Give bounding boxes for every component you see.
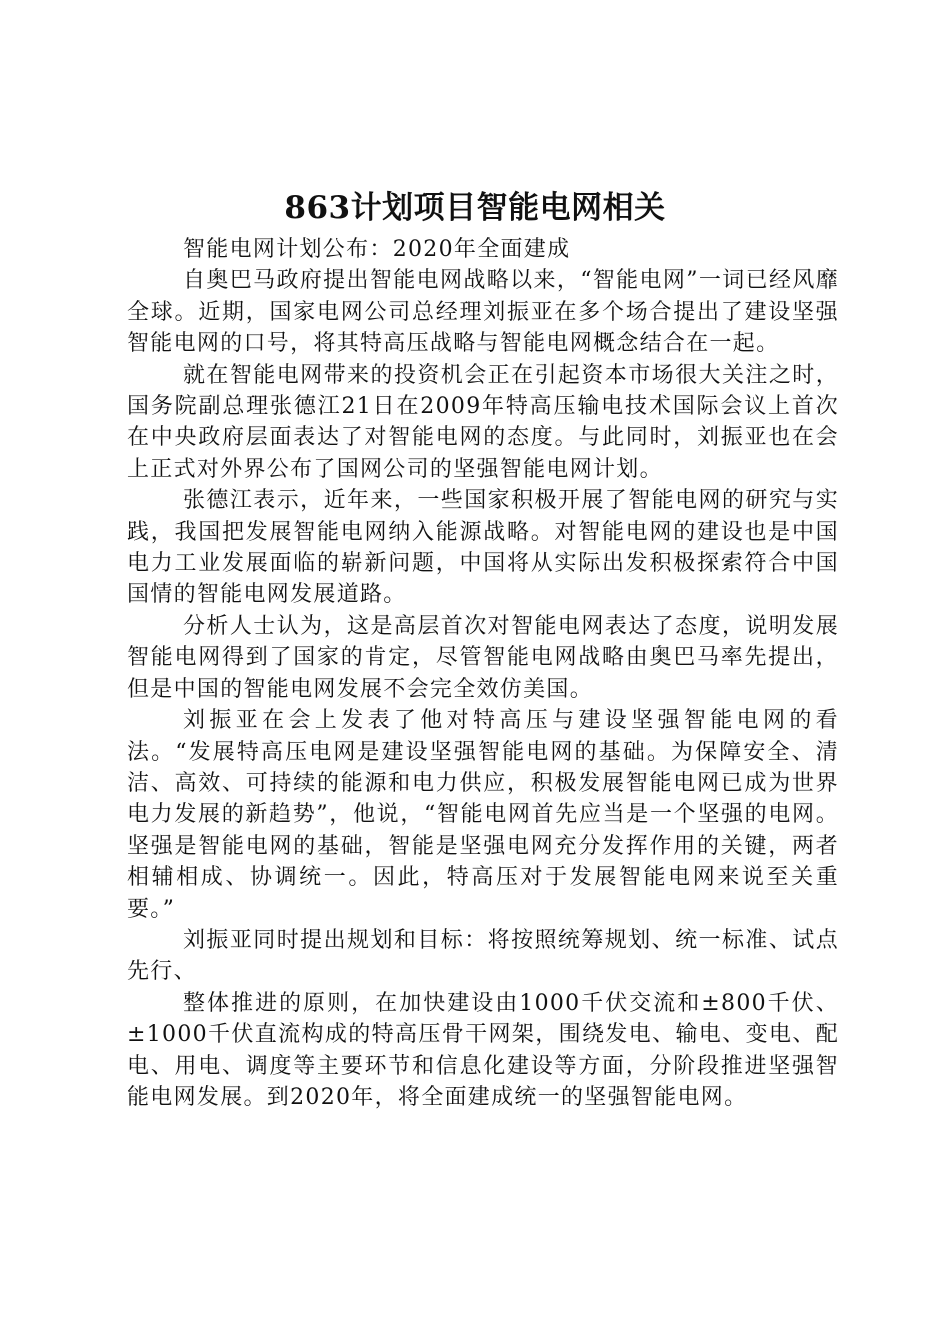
paragraph-plan-goals: 刘振亚同时提出规划和目标：将按照统筹规划、统一标准、试点先行、: [127, 927, 839, 985]
paragraph-subtitle: 智能电网计划公布：2020年全面建成: [183, 237, 571, 262]
document-title: 863计划项目智能电网相关: [284, 190, 666, 226]
paragraph-zhang-statement: 张德江表示，近年来，一些国家积极开展了智能电网的研究与实践，我国把发展智能电网纳入能源战略。对智能电网的建设也是中国电力工业发展面临的崭新问题，中国将从实际出发积极探索符合中国国情的智能电网发展道路。: [127, 488, 839, 608]
paragraph-liu-views: 刘振亚在会上发表了他对特高压与建设坚强智能电网的看法。“发展特高压电网是建设坚强智能电网的基础。为保障安全、清洁、高效、可持续的能源和电力供应，积极发展智能电网已成为世界电力发展的新趋势”，他说，“智能电网首先应当是一个坚强的电网。坚强是智能电网的基础，智能是坚强电网充分发挥作用的关键，两者相辅相成、协调统一。因此，特高压对于发展智能电网来说至关重要。”: [127, 708, 839, 922]
paragraph-analysis: 分析人士认为，这是高层首次对智能电网表达了态度，说明发展智能电网得到了国家的肯定，尽管智能电网战略由奥巴马率先提出，但是中国的智能电网发展不会完全效仿美国。: [127, 613, 839, 702]
paragraph-intro: 自奥巴马政府提出智能电网战略以来，“智能电网”一词已经风靡全球。近期，国家电网公司总经理刘振亚在多个场合提出了建设坚强智能电网的口号，将其特高压战略与智能电网概念结合在一起。: [127, 268, 839, 357]
paragraph-investment: 就在智能电网带来的投资机会正在引起资本市场很大关注之时，国务院副总理张德江21日在2009年特高压输电技术国际会议上首次在中央政府层面表达了对智能电网的态度。与此同时，刘振亚也在会上正式对外界公布了国网公司的坚强智能电网计划。: [127, 362, 839, 482]
paragraph-principles: 整体推进的原则，在加快建设由1000千伏交流和±800千伏、±1000千伏直流构成的特高压骨干网架，围绕发电、输电、变电、配电、用电、调度等主要环节和信息化建设等方面，分阶段推进坚强智能电网发展。到2020年，将全面建成统一的坚强智能电网。: [127, 990, 839, 1110]
document-body: [127, 234, 839, 1113]
